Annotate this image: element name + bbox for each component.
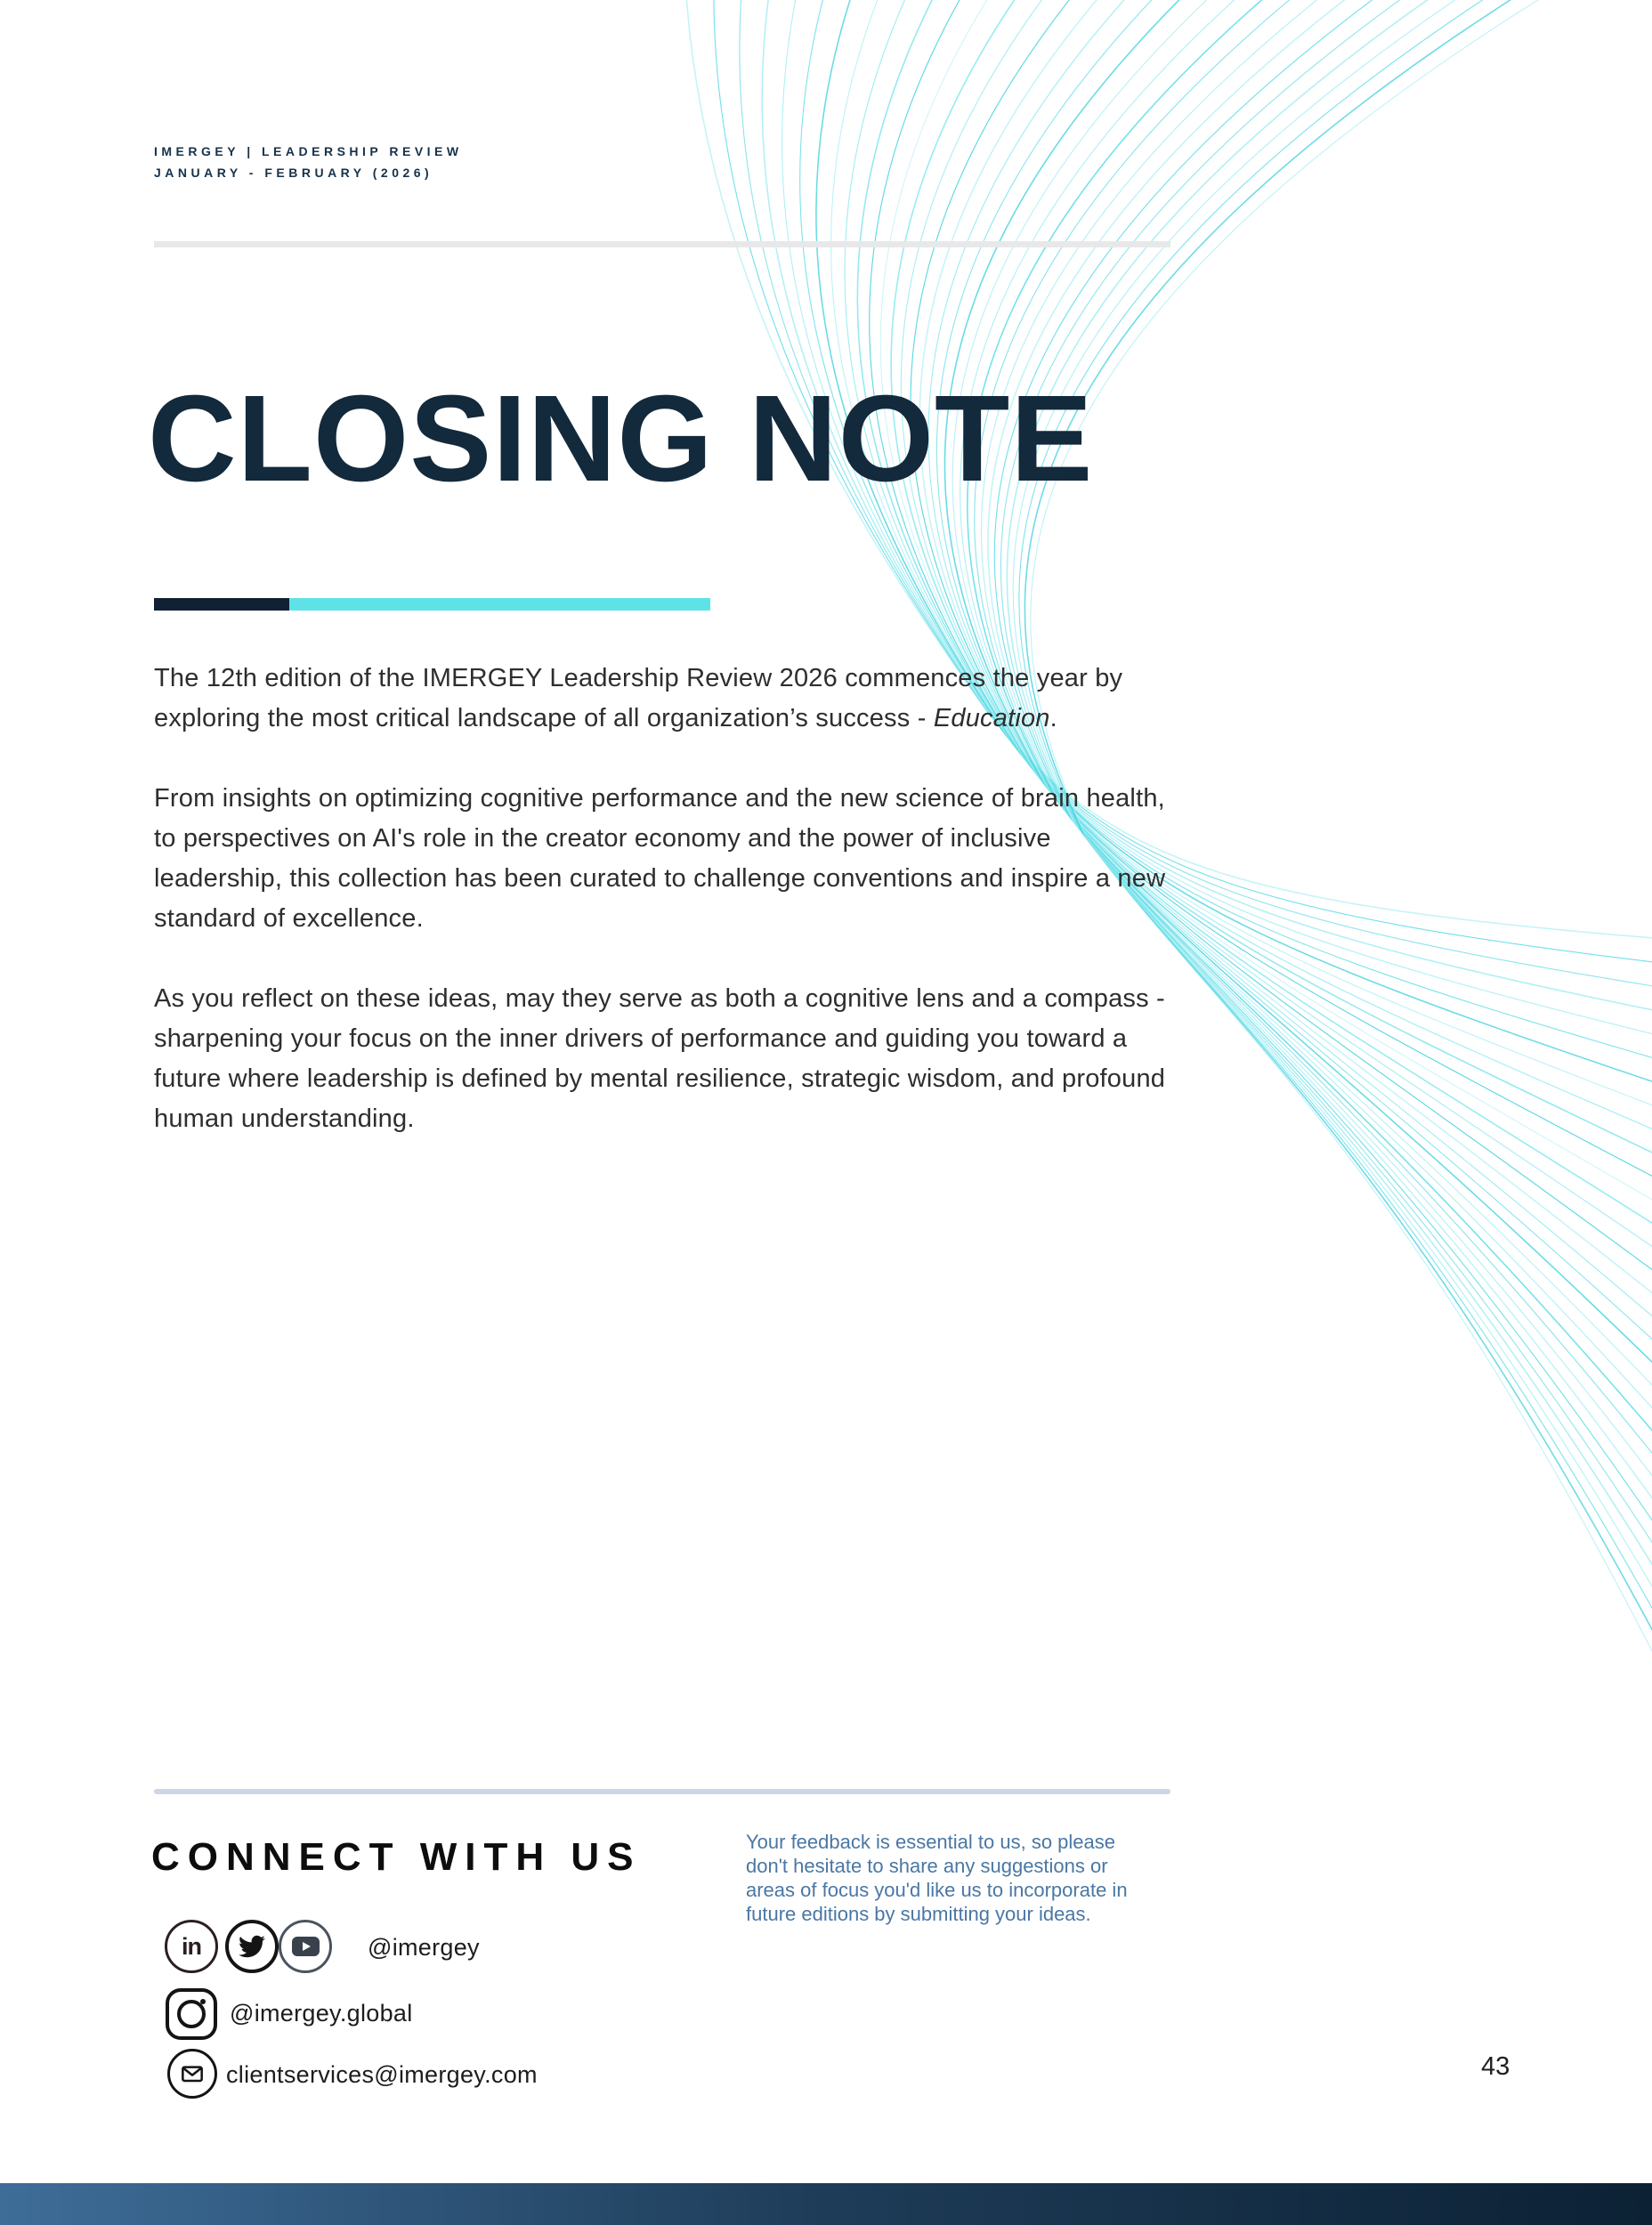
twitter-icon[interactable] bbox=[225, 1920, 279, 1973]
feedback-note: Your feedback is essential to us, so please don't hesitate to share any suggestions or areas of focus you'd like us to incorporate in future editions by submitting your ideas. bbox=[746, 1831, 1128, 1925]
twitter-bird-glyph bbox=[239, 1933, 265, 1960]
accent-bar bbox=[154, 598, 710, 611]
play-triangle-icon bbox=[303, 1942, 311, 1951]
youtube-glyph bbox=[292, 1937, 320, 1956]
connect-heading: CONNECT WITH US bbox=[151, 1835, 642, 1879]
linkedin-glyph: in bbox=[182, 1932, 201, 1960]
footer-bar bbox=[0, 2183, 1652, 2225]
paragraph-1-italic: Education bbox=[933, 704, 1050, 732]
linkedin-icon[interactable] bbox=[165, 1920, 218, 1973]
paragraph-1-period: . bbox=[1049, 704, 1057, 732]
youtube-icon[interactable] bbox=[279, 1920, 332, 1973]
page-number: 43 bbox=[1481, 2052, 1510, 2081]
issue-date: JANUARY - FEBRUARY (2026) bbox=[154, 166, 433, 180]
instagram-icon[interactable] bbox=[166, 1988, 217, 2040]
email-icon[interactable] bbox=[167, 2049, 217, 2099]
paragraph-1 bbox=[154, 659, 1182, 739]
paragraph-3: As you reflect on these ideas, may they serve as both a cognitive lens and a compass - sharpening your focus on the inner drivers of performance and guiding you toward a future where leadership is defined by mental resilience, strategic wisdom, and profound human understanding. bbox=[154, 984, 1166, 1133]
instagram-dot-glyph bbox=[200, 1999, 206, 2004]
accent-bar-teal bbox=[289, 598, 710, 611]
publication-name: IMERGEY | LEADERSHIP REVIEW bbox=[154, 144, 463, 158]
bottom-divider bbox=[154, 1789, 1170, 1794]
accent-bar-dark bbox=[154, 598, 289, 611]
envelope-glyph bbox=[178, 2059, 206, 2088]
page-title: CLOSING NOTE bbox=[148, 370, 1094, 507]
paragraph-1-text: The 12th edition of the IMERGEY Leadership Review 2026 commences the year by exploring the most critical landscape of all organization’s success - bbox=[154, 664, 1123, 732]
social-handle[interactable]: @imergey bbox=[368, 1934, 480, 1961]
paragraph-2: From insights on optimizing cognitive performance and the new science of brain health, to perspectives on AI's role in the creator economy and the power of inclusive leadership, this collection has been curated to challenge conventions and inspire a new standard of excellence. bbox=[154, 784, 1166, 933]
page-header bbox=[154, 141, 463, 183]
body-text bbox=[154, 659, 1182, 1179]
email-address[interactable]: clientservices@imergey.com bbox=[226, 2061, 538, 2088]
top-divider bbox=[154, 241, 1170, 247]
instagram-handle[interactable]: @imergey.global bbox=[230, 2000, 413, 2027]
